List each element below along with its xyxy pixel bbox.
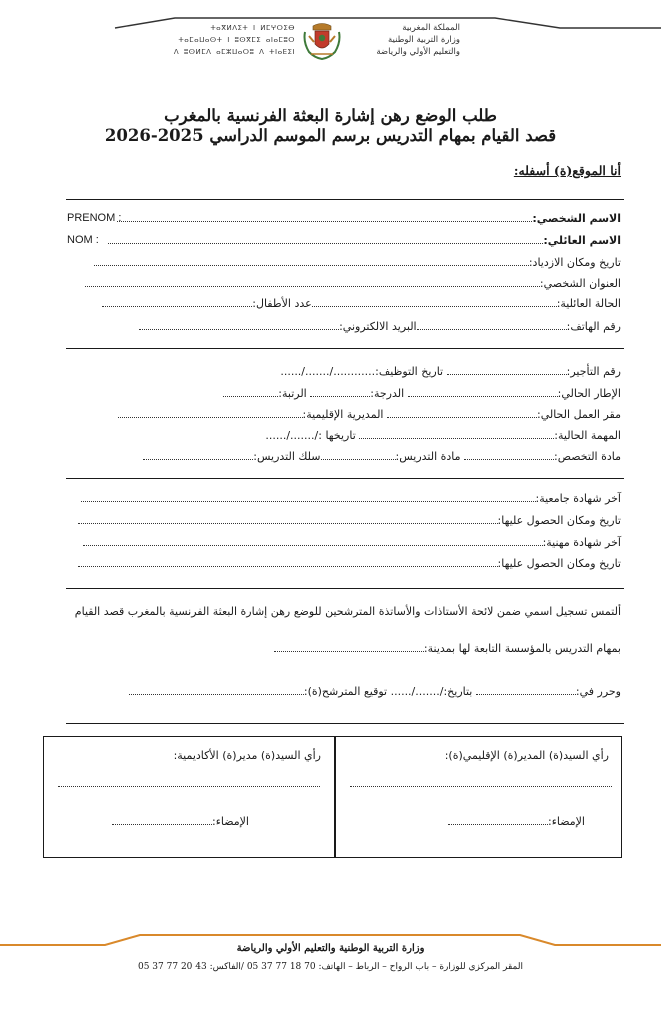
professional-date-field[interactable] (78, 557, 498, 567)
header-tifinagh-line: ⵜⴰⵎⴰⵡⴰⵙⵜ ⵏ ⵓⵙⴳⵎⵉ ⴰⵏⴰⵎⵓⵔ (178, 36, 295, 44)
university-date-label: تاريخ ومكان الحصول عليها: (497, 514, 621, 527)
candidate-signature-label: توقيع المترشح(ة): (303, 685, 388, 698)
framework-row (223, 386, 621, 401)
section-divider (66, 588, 624, 589)
teaching-subject-field[interactable] (321, 450, 396, 460)
first-name-row (117, 211, 621, 226)
provincial-signature-label: الإمضاء: (548, 815, 585, 828)
university-date-field[interactable] (78, 514, 498, 524)
rank-field[interactable] (223, 387, 278, 397)
task-date-field[interactable]: ....../......./ (265, 429, 319, 442)
request-line2 (274, 641, 621, 656)
rank-label: الرتبة: (278, 387, 307, 400)
children-label: عدد الأطفال: (252, 297, 312, 310)
last-professional-field[interactable] (83, 536, 543, 546)
last-name-row (108, 233, 621, 248)
header-arabic (345, 22, 460, 58)
framework-field[interactable] (408, 387, 558, 397)
framework-label: الإطار الحالي: (557, 387, 621, 400)
last-university-field[interactable] (81, 492, 536, 502)
header-tifinagh-line: ⴷ ⵓⵙⵍⵎⴷ ⴰⵎⵣⵡⴰⵔⵓ ⴷ ⵜⵏⴰⴹⵉⵏ (173, 48, 295, 56)
date-label: بتاريخ: (443, 685, 473, 698)
provincial-opinion-field[interactable] (350, 786, 612, 787)
first-name-field[interactable] (117, 212, 532, 222)
university-date-row (78, 513, 621, 528)
directorate-label: المديرية الإقليمية: (302, 408, 384, 421)
workplace-label: مقر العمل الحالي: (536, 408, 621, 421)
footer-address: المقر المركزي للوزارة – باب الرواح – الرباط – الهاتف: 70 18 77 37 05 /الفاكس: 43 20 77 37 05 (137, 962, 524, 972)
request-city-label: بمهام التدريس بالمؤسسة التابعة لها بمدينة: (423, 642, 621, 655)
signature-row (129, 684, 621, 699)
header-arabic-line: والتعليم الأولي والرياضة (376, 47, 460, 57)
section-divider (66, 478, 624, 479)
academy-signature-label: الإمضاء: (212, 815, 249, 828)
written-in-label: وحرر في: (575, 685, 621, 698)
phone-field[interactable] (417, 320, 567, 330)
last-university-label: آخر شهادة جامعية: (535, 492, 621, 505)
specialty-field[interactable] (464, 450, 554, 460)
academy-opinion-field[interactable] (58, 786, 320, 787)
grade-field[interactable] (310, 387, 370, 397)
last-university-row (81, 491, 622, 506)
nom-label: NOM : (67, 234, 99, 246)
provincial-signature-field[interactable] (448, 815, 548, 825)
teaching-subject-label: مادة التدريس: (395, 450, 461, 463)
professional-date-label: تاريخ ومكان الحصول عليها: (497, 557, 621, 570)
task-date-label: تاريخها : (318, 429, 356, 442)
hire-date-label: تاريخ التوظيف: (375, 365, 444, 378)
directorate-field[interactable] (118, 408, 303, 418)
birth-row (94, 255, 621, 270)
last-name-field[interactable] (108, 234, 543, 244)
form-title-line1: طلب الوضع رهن إشارة البعثة الفرنسية بالمغرب (164, 106, 497, 125)
teaching-track-field[interactable] (143, 450, 253, 460)
hire-date-field[interactable]: ....../......./............ (280, 365, 376, 378)
header-tifinagh-line: ⵜⴰⴳⵍⴷⵉⵜ ⵏ ⵍⵎⵖⵔⵉⴱ (210, 24, 295, 32)
written-in-field[interactable] (476, 685, 576, 695)
request-city-field[interactable] (274, 642, 424, 652)
ppr-row (280, 364, 621, 379)
date-field[interactable]: ....../......./ (390, 685, 444, 698)
academy-signature-field[interactable] (112, 815, 212, 825)
academy-signature-row (112, 814, 249, 829)
header-arabic-line: المملكة المغربية (402, 23, 460, 33)
teaching-track-label: سلك التدريس: (253, 450, 321, 463)
phone-row (139, 319, 621, 334)
current-task-field[interactable] (359, 429, 554, 439)
workplace-row (118, 407, 621, 422)
last-professional-label: آخر شهادة مهنية: (542, 536, 621, 549)
first-name-label: الاسم الشخصي: (532, 212, 621, 225)
prenom-label: PRENOM : (67, 212, 122, 224)
professional-date-row (78, 556, 621, 571)
footer-ministry: وزارة التربية الوطنية والتعليم الأولي والرياضة (236, 943, 425, 954)
form-title-line2: قصد القيام بمهام التدريس برسم الموسم الدراسي 2025-2026 (104, 126, 557, 145)
last-name-label: الاسم العائلي: (543, 234, 621, 247)
email-field[interactable] (139, 320, 339, 330)
academy-opinion-label: رأي السيد(ة) مدير(ة) الأكاديمية: (173, 749, 321, 762)
birth-label: تاريخ ومكان الازدياد: (528, 256, 621, 269)
email-label: البريد الالكتروني: (339, 320, 417, 333)
section-divider (66, 723, 624, 724)
header-arabic-line: وزارة التربية الوطنية (387, 35, 460, 45)
grade-label: الدرجة: (370, 387, 405, 400)
last-professional-row (83, 535, 621, 550)
workplace-field[interactable] (387, 408, 537, 418)
specialty-row (143, 449, 621, 464)
request-line1: ألتمس تسجيل اسمي ضمن لائحة الأستاذات والأساتذة المترشحين للوضع رهن إشارة البعثة الفرنسية بالمغرب قصد القيام (74, 605, 621, 618)
ppr-label: رقم التأجير: (566, 365, 621, 378)
family-status-row (102, 296, 621, 311)
coat-of-arms-icon (301, 22, 343, 60)
declarant-heading: أنا الموقع(ة) أسفله: (513, 163, 621, 178)
header-tifinagh (170, 22, 295, 58)
family-status-field[interactable] (312, 297, 557, 307)
address-label: العنوان الشخصي: (539, 277, 621, 290)
address-row (85, 276, 621, 291)
ppr-field[interactable] (447, 365, 567, 375)
provincial-opinion-label: رأي السيد(ة) المدير(ة) الإقليمي(ة): (444, 749, 609, 762)
family-status-label: الحالة العائلية: (556, 297, 621, 310)
children-field[interactable] (102, 297, 252, 307)
address-field[interactable] (85, 277, 540, 287)
candidate-signature-field[interactable] (129, 685, 304, 695)
provincial-signature-row (448, 814, 585, 829)
section-divider (66, 348, 624, 349)
phone-label: رقم الهاتف: (566, 320, 621, 333)
current-task-row (265, 428, 621, 443)
section-divider (66, 199, 624, 200)
specialty-label: مادة التخصص: (554, 450, 621, 463)
birth-field[interactable] (94, 256, 529, 266)
current-task-label: المهمة الحالية: (554, 429, 621, 442)
